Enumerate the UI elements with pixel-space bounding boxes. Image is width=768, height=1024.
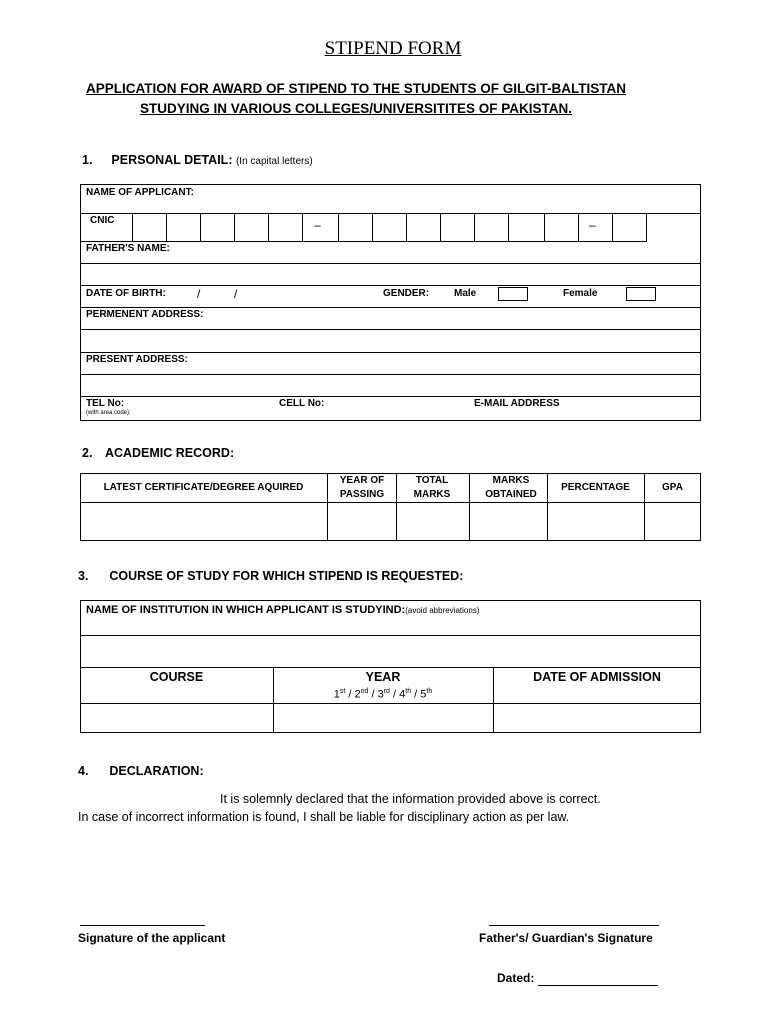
section-title: ACADEMIC RECORD: (104, 446, 235, 460)
cnic-cell-divider (508, 213, 509, 241)
cnic-cell-divider (268, 213, 269, 241)
female-checkbox[interactable] (626, 287, 656, 301)
father-name-label: FATHER'S NAME: (86, 243, 170, 254)
section-title: PERSONAL DETAIL: (111, 153, 233, 167)
section-personal-heading (82, 153, 313, 167)
section-number: 1. (82, 153, 93, 167)
gender-label: GENDER: (383, 288, 430, 299)
declaration-line-1: It is solemnly declared that the information provided above is correct. (220, 792, 601, 806)
header-date-of-admission: DATE OF ADMISSION (533, 670, 661, 684)
section-note: (In capital letters) (235, 156, 313, 167)
cnic-dash: – (589, 218, 596, 232)
header-year: YEAR (365, 670, 401, 684)
year-suffix: st (339, 688, 346, 695)
cnic-cell-divider (440, 213, 441, 241)
divider (80, 703, 701, 704)
column-divider (469, 473, 470, 541)
cnic-cell-divider (132, 213, 133, 241)
year-1: 1 (333, 688, 340, 701)
divider (80, 263, 701, 264)
cnic-cell-divider (338, 213, 339, 241)
column-divider (327, 473, 328, 541)
header-total-marks: TOTAL MARKS (413, 475, 451, 500)
institution-label: NAME OF INSTITUTION IN WHICH APPLICANT IS STUDYIND: (86, 604, 406, 616)
institution-note: (avoid abbreviations) (405, 606, 480, 615)
cell-label: CELL No: (279, 398, 325, 409)
male-checkbox[interactable] (498, 287, 528, 301)
cnic-cell-divider (612, 213, 613, 241)
table-header-divider (80, 502, 701, 503)
applicant-signature-label: Signature of the applicant (78, 931, 226, 945)
divider (80, 352, 701, 353)
year-suffix: nd (360, 688, 369, 695)
dob-label: DATE OF BIRTH: (86, 288, 166, 299)
divider (80, 374, 701, 375)
year-separator: / (368, 688, 378, 701)
dated-label: Dated: (497, 971, 535, 985)
present-address-label: PRESENT ADDRESS: (86, 354, 188, 365)
divider (80, 241, 647, 242)
divider (80, 307, 701, 308)
cnic-cell-divider (544, 213, 545, 241)
applicant-signature-line[interactable] (80, 925, 205, 926)
declaration-line-2: In case of incorrect information is found, I shall be liable for disciplinary action as per law. (78, 810, 570, 824)
year-suffix: th (405, 688, 412, 695)
cnic-cell-divider (406, 213, 407, 241)
year-2: 2 (354, 688, 361, 701)
year-separator: / (411, 688, 421, 701)
divider (80, 635, 701, 636)
year-suffix: rd (383, 688, 390, 695)
year-3: 3 (377, 688, 384, 701)
gender-female-label: Female (563, 288, 598, 299)
section-title: DECLARATION: (109, 764, 204, 778)
cnic-label: CNIC (90, 215, 115, 226)
divider (80, 396, 701, 397)
year-separator: / (389, 688, 400, 701)
tel-note: (with area code): (86, 410, 131, 416)
guardian-signature-line[interactable] (489, 925, 659, 926)
tel-label: TEL No: (86, 398, 125, 409)
header-percentage: PERCENTAGE (561, 482, 630, 493)
form-subtitle (0, 79, 712, 119)
gender-male-label: Male (454, 288, 477, 299)
column-divider (396, 473, 397, 541)
year-separator: / (345, 688, 355, 701)
applicant-name-label: NAME OF APPLICANT: (86, 187, 194, 198)
section-number: 3. (78, 569, 89, 583)
year-options (273, 688, 493, 701)
divider (80, 285, 701, 286)
cnic-cell-divider (166, 213, 167, 241)
cnic-cell-divider (578, 213, 579, 241)
form-title: STIPEND FORM (324, 38, 462, 59)
header-certificate: LATEST CERTIFICATE/DEGREE AQUIRED (103, 482, 304, 493)
cnic-cell-divider (474, 213, 475, 241)
divider (80, 329, 701, 330)
section-number: 4. (78, 764, 89, 778)
dob-slash: / (197, 287, 201, 301)
cnic-cell-divider (302, 213, 303, 241)
section-declaration-heading (78, 764, 204, 778)
year-5: 5 (420, 688, 427, 701)
cnic-cell-divider (200, 213, 201, 241)
email-label: E-MAIL ADDRESS (474, 398, 560, 409)
header-gpa: GPA (662, 482, 683, 493)
header-year-of-passing: YEAR OF PASSING (339, 475, 385, 500)
divider (80, 213, 701, 214)
year-4: 4 (399, 688, 406, 701)
permanent-address-label: PERMENENT ADDRESS: (86, 309, 204, 320)
year-suffix: th (426, 688, 433, 695)
section-course-heading (78, 569, 463, 583)
dob-slash: / (234, 287, 238, 301)
cnic-dash: – (314, 218, 321, 232)
institution-label-row (86, 604, 479, 616)
section-number: 2. (82, 446, 93, 460)
header-marks-obtained: MARKS OBTAINED (485, 475, 537, 500)
dated-line[interactable] (538, 985, 658, 986)
cnic-cell-divider (646, 213, 647, 241)
subtitle-line-1: APPLICATION FOR AWARD OF STIPEND TO THE STUDENTS OF GILGIT-BALTISTAN (86, 81, 626, 96)
cnic-cell-divider (372, 213, 373, 241)
divider (80, 667, 701, 668)
personal-detail-box (80, 184, 701, 421)
section-title: COURSE OF STUDY FOR WHICH STIPEND IS REQUESTED: (109, 569, 464, 583)
subtitle-line-2: STUDYING IN VARIOUS COLLEGES/UNIVERSITITES OF PAKISTAN. (139, 101, 573, 116)
cnic-cell-divider (234, 213, 235, 241)
header-course: COURSE (149, 670, 204, 684)
guardian-signature-label: Father's/ Guardian's Signature (479, 931, 653, 945)
section-academic-heading (82, 446, 234, 460)
